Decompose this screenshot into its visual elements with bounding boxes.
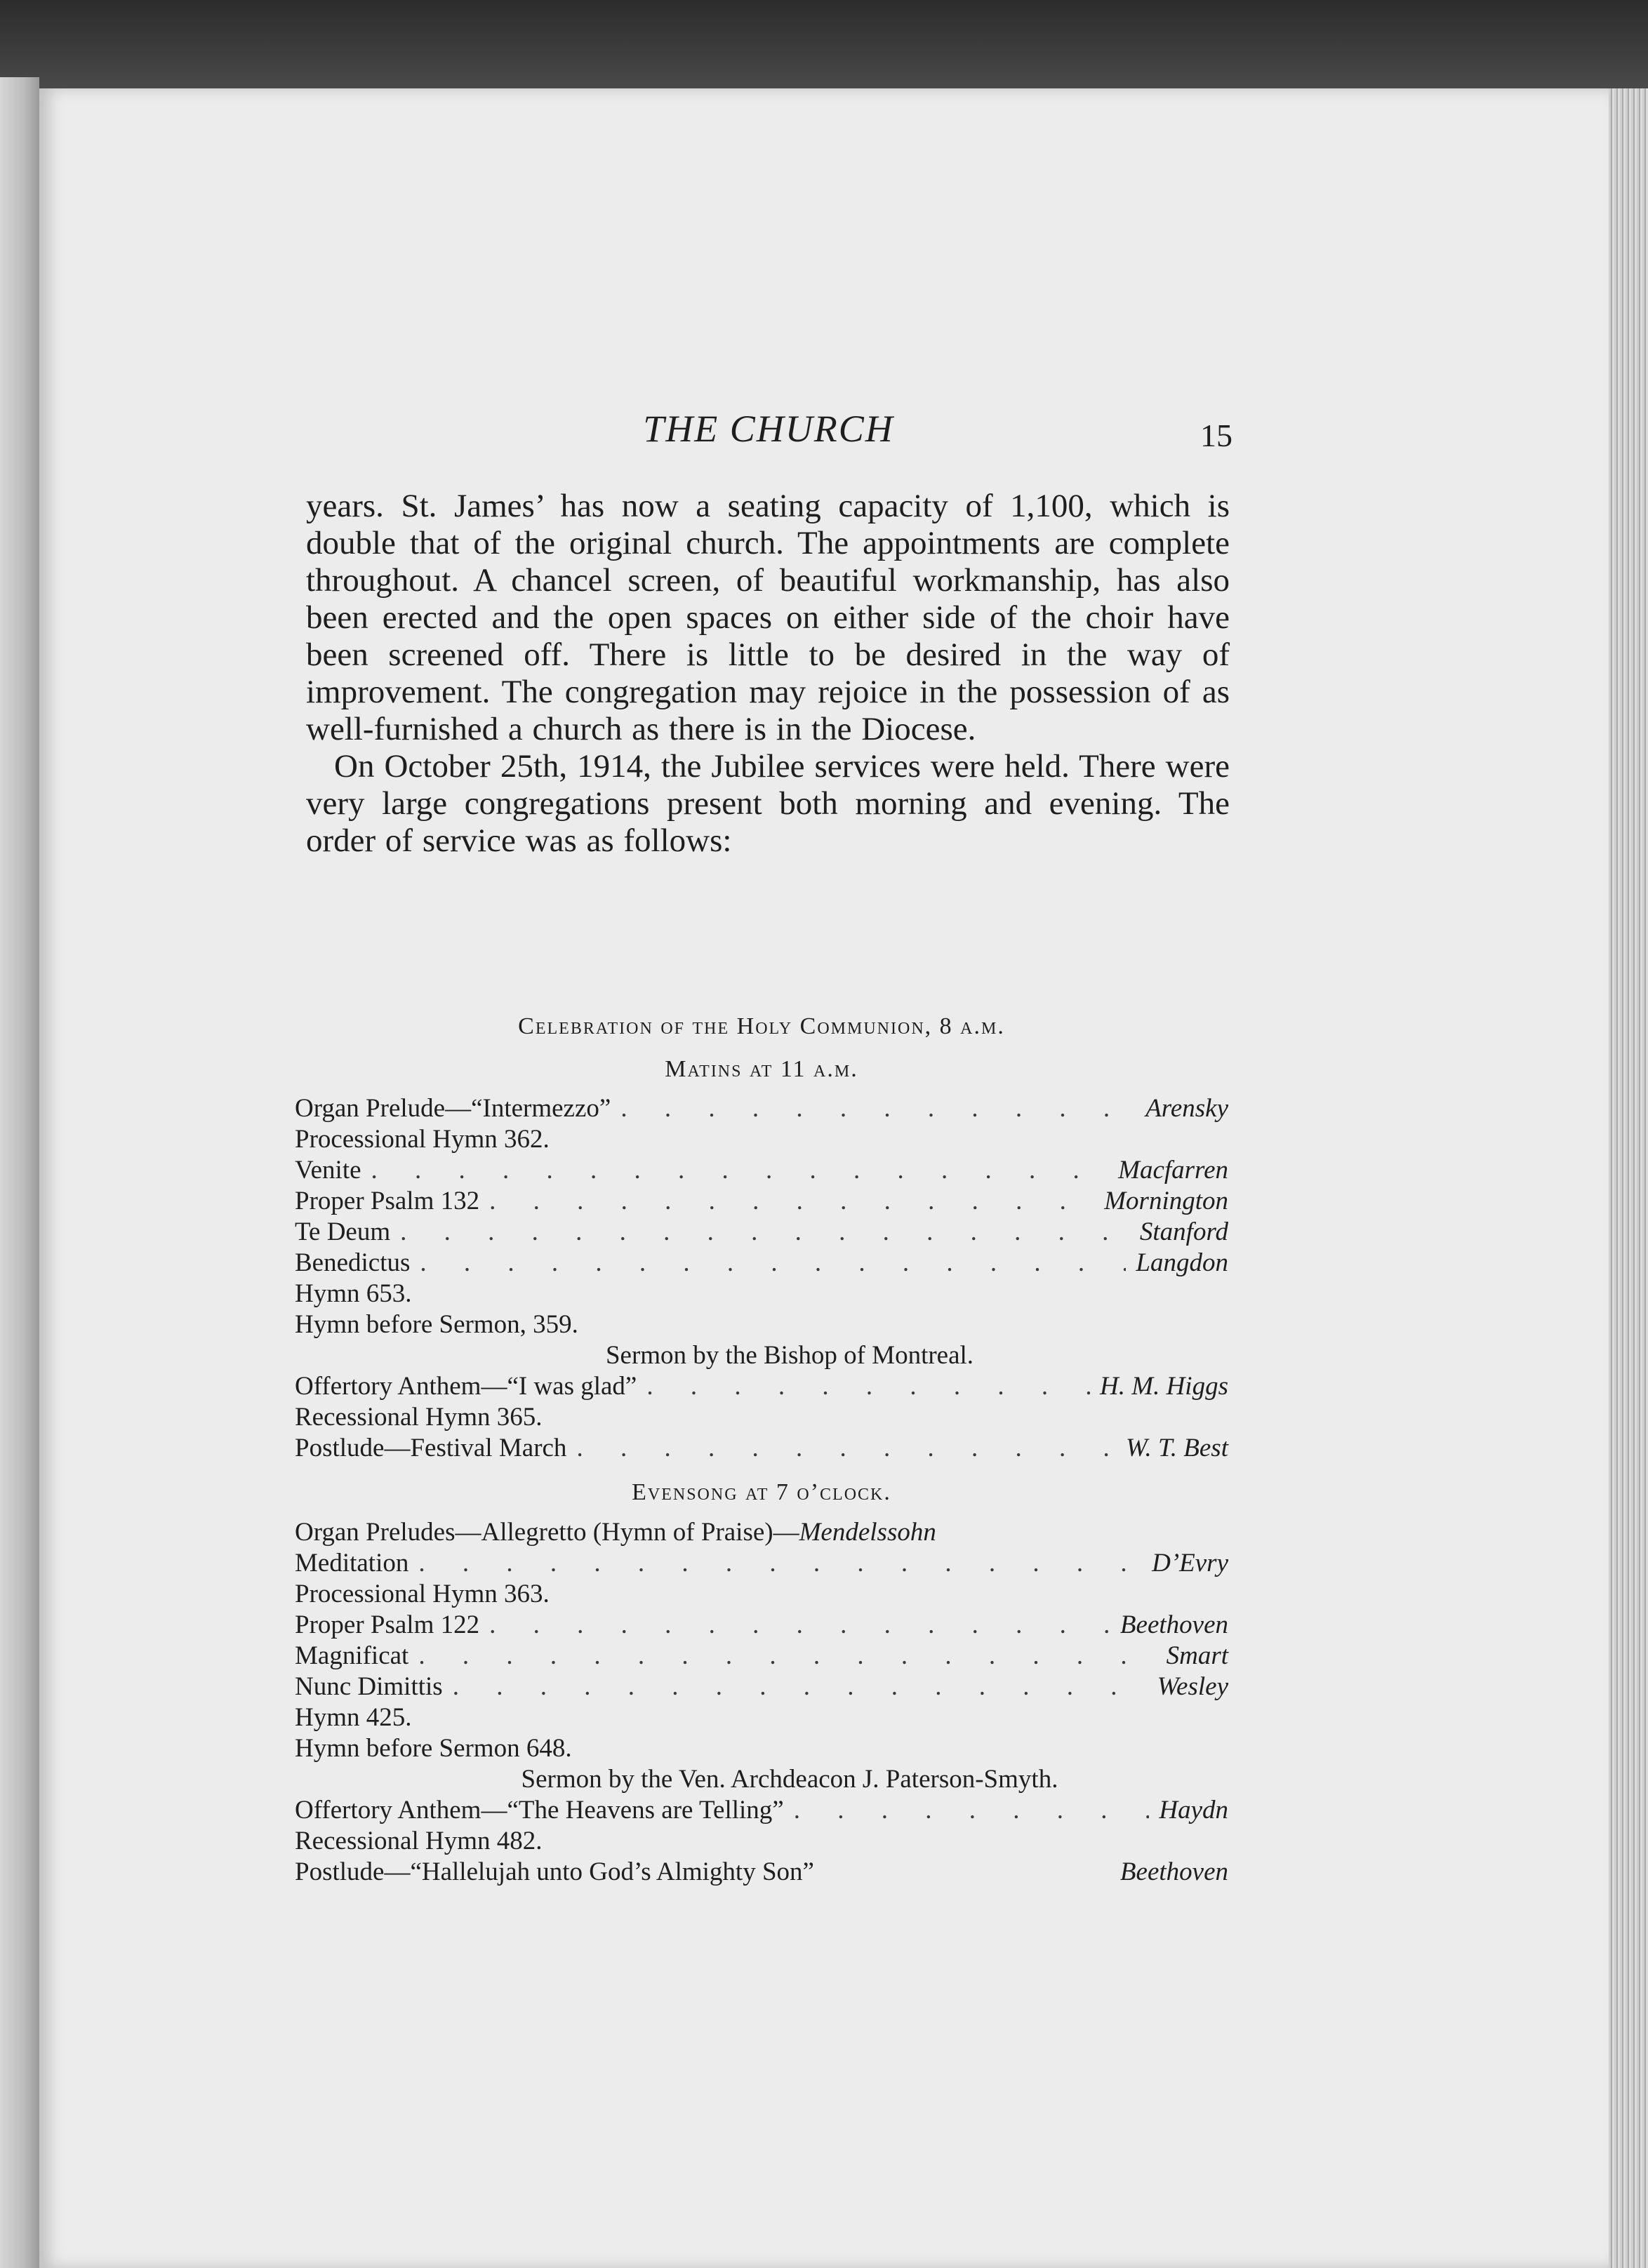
item-text: Sermon by the Ven. Archdeacon J. Paterson-Smyth. (521, 1765, 1058, 1794)
composer: Smart (1166, 1641, 1228, 1670)
dot-leader (420, 1248, 1126, 1279)
order-item (295, 1309, 1228, 1340)
order-item (295, 1610, 1228, 1641)
sermon-line (295, 1340, 1228, 1371)
order-item (295, 1795, 1228, 1826)
composer: Haydn (1159, 1796, 1228, 1825)
item-text: Offertory Anthem—“The Heavens are Telling” (295, 1796, 784, 1825)
item-text: Organ Preludes—Allegretto (Hymn of Praise)— (295, 1518, 799, 1547)
running-head (302, 407, 1235, 463)
evensong-heading: Evensong at 7 o’clock. (632, 1479, 891, 1505)
page-stack-edge (1609, 88, 1648, 2268)
paragraph: On October 25th, 1914, the Jubilee services were held. There were very large congregations present both morning and evening. The order of service was as follows: (306, 748, 1230, 859)
sermon-line (295, 1764, 1228, 1795)
composer: Macfarren (1118, 1156, 1228, 1185)
item-text: Magnificat (295, 1641, 409, 1670)
order-item (295, 1371, 1228, 1402)
order-item (295, 1548, 1228, 1579)
composer: Mendelssohn (799, 1518, 936, 1547)
item-text: Nunc Dimittis (295, 1672, 443, 1701)
dot-leader (794, 1795, 1150, 1826)
order-item (295, 1857, 1228, 1888)
dot-leader (576, 1433, 1116, 1464)
dot-leader (418, 1548, 1142, 1579)
dot-leader (418, 1641, 1156, 1672)
item-text: Meditation (295, 1549, 409, 1577)
dot-leader (489, 1186, 1094, 1217)
order-item (295, 1702, 1228, 1733)
composer: H. M. Higgs (1100, 1372, 1228, 1401)
order-item (295, 1155, 1228, 1186)
item-text: Hymn before Sermon 648. (295, 1734, 572, 1763)
order-item (295, 1186, 1228, 1217)
order-item (295, 1433, 1228, 1464)
composer: Langdon (1136, 1248, 1228, 1277)
order-item (295, 1672, 1228, 1702)
order-item (295, 1279, 1228, 1309)
dot-leader (371, 1155, 1109, 1186)
composer: Beethoven (1119, 1857, 1228, 1886)
order-item (295, 1402, 1228, 1433)
item-text: Postlude—Festival March (295, 1434, 567, 1462)
page-number: 15 (1200, 418, 1232, 453)
composer: W. T. Best (1126, 1434, 1228, 1462)
item-text: Venite (295, 1156, 361, 1185)
dot-leader (489, 1610, 1110, 1641)
item-text: Processional Hymn 362. (295, 1125, 550, 1154)
item-text: Hymn before Sermon, 359. (295, 1310, 578, 1339)
order-item (295, 1093, 1228, 1124)
item-text: Organ Prelude—“Intermezzo” (295, 1094, 611, 1123)
order-item (295, 1579, 1228, 1610)
composer: Mornington (1104, 1187, 1228, 1215)
communion-heading: Celebration of the Holy Communion, 8 a.m. (518, 1013, 1005, 1039)
body-text (306, 488, 1230, 860)
composer: Beethoven (1119, 1610, 1228, 1639)
order-item (295, 1733, 1228, 1764)
item-text: Proper Psalm 132 (295, 1187, 480, 1215)
dot-leader (646, 1371, 1090, 1402)
item-text: Postlude—“Hallelujah unto God’s Almighty Son” (295, 1857, 814, 1886)
composer: Stanford (1139, 1218, 1228, 1246)
item-text: Recessional Hymn 365. (295, 1403, 543, 1432)
item-text: Recessional Hymn 482. (295, 1827, 543, 1855)
order-item (295, 1517, 1228, 1548)
composer: Arensky (1145, 1094, 1228, 1123)
order-item (295, 1248, 1228, 1279)
item-text: Hymn 653. (295, 1279, 412, 1308)
order-item (295, 1826, 1228, 1857)
item-text: Te Deum (295, 1218, 391, 1246)
order-item (295, 1217, 1228, 1248)
matins-order-list (295, 1093, 1228, 1464)
dot-leader (453, 1672, 1148, 1702)
item-text: Proper Psalm 122 (295, 1610, 480, 1639)
item-text: Offertory Anthem—“I was glad” (295, 1372, 637, 1401)
item-text: Hymn 425. (295, 1703, 412, 1732)
order-item (295, 1641, 1228, 1672)
item-text: Sermon by the Bishop of Montreal. (605, 1341, 974, 1370)
matins-heading: Matins at 11 a.m. (665, 1056, 858, 1082)
paragraph: years. St. James’ has now a seating capacity of 1,100, which is double that of the original church. The appointments are complete throughout. A chancel screen, of beautiful workmanship, has also been erected and the open spaces on either side of the choir have been screened off. There is little to be desired in the way of improvement. The congregation may rejoice in the possession of as well-furnished a church as there is in the Diocese. (306, 488, 1230, 747)
item-text: Benedictus (295, 1248, 411, 1277)
dot-leader (400, 1217, 1130, 1248)
item-text: Processional Hymn 363. (295, 1580, 550, 1608)
running-title: THE CHURCH (643, 408, 894, 450)
evensong-order-list (295, 1517, 1228, 1888)
scan-background (0, 0, 1648, 91)
composer: Wesley (1157, 1672, 1228, 1701)
composer: D’Evry (1152, 1549, 1228, 1577)
order-item (295, 1124, 1228, 1155)
dot-leader (620, 1093, 1136, 1124)
facing-page-edge (0, 77, 39, 2268)
